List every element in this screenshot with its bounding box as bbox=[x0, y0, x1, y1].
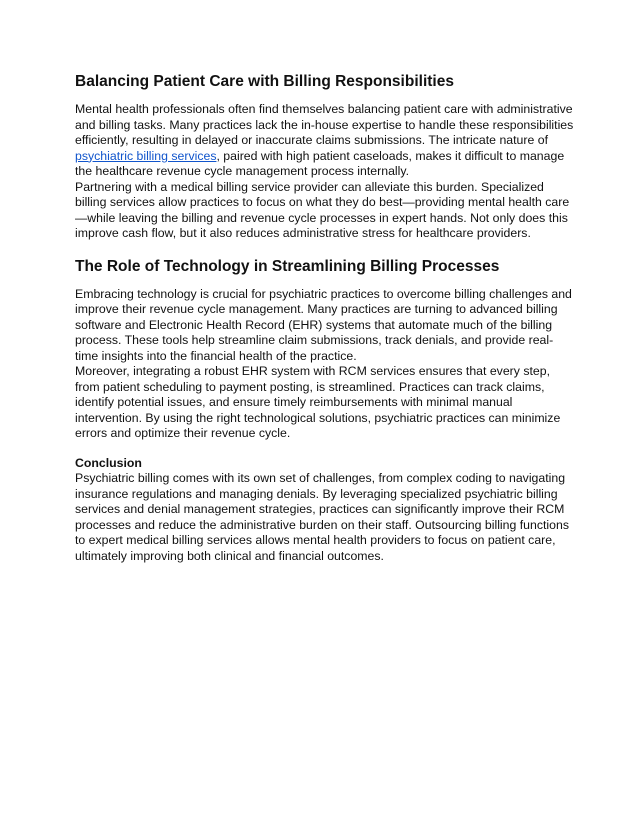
psychiatric-billing-services-link[interactable]: psychiatric billing services bbox=[75, 148, 217, 163]
paragraph-billing-1-end: , paired with high patient caseloads, makes it difficult to manage the healthcare revenue cycle management process internally. bbox=[75, 148, 565, 178]
paragraph-conclusion: Psychiatric billing comes with its own set of challenges, from complex coding to navigating insurance regulations and managing denials. By leveraging specialized psychiatric billing services and denial management strategies, practices can significantly improve their RCM processes and reduce the administrative burden on their staff. Outsourcing billing functions to expert medical billing services allows mental health providers to focus on patient care, ultimately improving both clinical and financial outcomes. bbox=[75, 471, 569, 563]
paragraph-billing-2: Partnering with a medical billing service provider can alleviate this burden. Specialized billing services allow practices to focus on what they do best—providing mental health care—while leaving the billing and revenue cycle processes in expert hands. Not only does this improve cash flow, but it also reduces administrative stress for healthcare providers. bbox=[75, 179, 570, 240]
document-page bbox=[75, 72, 575, 564]
heading-conclusion: Conclusion bbox=[75, 455, 142, 470]
paragraph-technology-1: Embracing technology is crucial for psychiatric practices to overcome billing challenges and improve their revenue cycle management. Many practices are turning to advanced billing software and Electronic Health Record (EHR) systems that automate much of the billing process. These tools help streamline claim submissions, track denials, and provide real-time insights into the financial health of the practice. bbox=[75, 286, 572, 363]
heading-billing: Balancing Patient Care with Billing Responsibilities bbox=[75, 73, 454, 90]
paragraph-technology-2: Moreover, integrating a robust EHR system with RCM services ensures that every step, from patient scheduling to payment posting, is streamlined. Practices can track claims, identify potential issues, and ensure timely reimbursements with minimal manual intervention. By using the right technological solutions, psychiatric practices can minimize errors and optimize their revenue cycle. bbox=[75, 364, 561, 440]
paragraph-billing-1-start: Mental health professionals often find themselves balancing patient care with administrative and billing tasks. Many practices lack the in-house expertise to handle these responsibilities efficiently, resulting in delayed or inaccurate claims submissions. The intricate nature of bbox=[75, 102, 574, 147]
heading-technology: The Role of Technology in Streamlining Billing Processes bbox=[75, 257, 500, 275]
paragraph-billing-1 bbox=[75, 102, 575, 180]
